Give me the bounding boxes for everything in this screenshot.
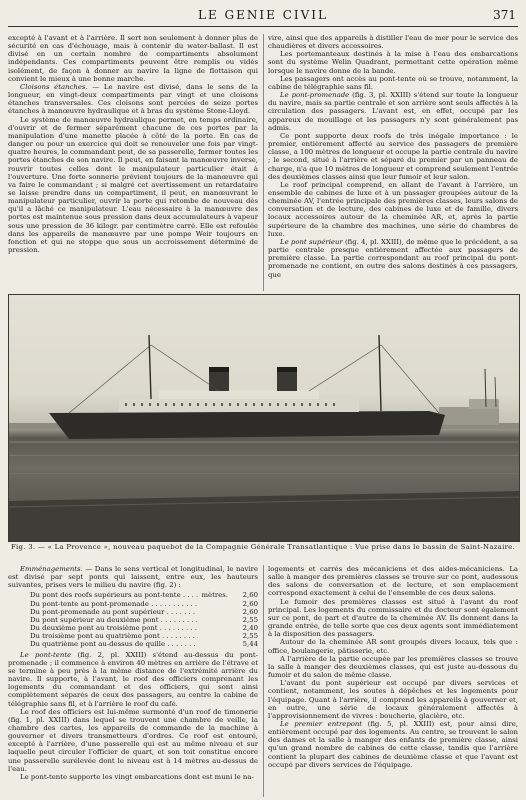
paragraph xyxy=(268,238,518,279)
row-value: 2,40 xyxy=(242,624,258,633)
paragraph-text: — Dans le sens vertical et longitudinal, le navire est divisé par sept ponts qui laissent, entre eux, les hauteurs suivantes, prises vers le milieu du navire (fig. 2) : xyxy=(8,565,258,590)
paragraph: Le roof des officiers est lui-même surmonté d'un roof de timonerie (fig. 1, pl. XXIII) dans lequel se trouvent une chambre de veille, la chambre des cartes, les appareils de commande de la machine à gouverner et divers transmetteurs d'ordres. Ce roof est entouré, excepté à l'arrière, d'une passerelle qui est au même niveau et sur laquelle peut circuler l'officier de quart, et son toit constitue encore une passerelle surélevée dont le niveau est à 14 mètres au-dessus de l'eau. xyxy=(8,707,258,773)
row-value: 2,60 xyxy=(242,607,258,616)
paragraph: A l'arrière de la partie occupée par les premières classes se trouve la salle à manger des deuxièmes classes, qui est juste au-dessous du fumoir et du salon de même classe. xyxy=(268,654,518,680)
paragraph-text: (fig. 4, pl. XXIII), de même que le précédent, a sa partie centrale presque entièrement affectée aux passagers de première classe. La partie correspondant au roof principal du pont-promenade ne contient, en outre des salons destinés à ces passagers, que xyxy=(268,237,518,279)
paragraph: vire, ainsi que des appareils à distiller l'eau de mer pour le service des chaudières et divers accessoires. xyxy=(268,34,518,51)
row-value: 2,55 xyxy=(242,615,258,624)
section-heading: Emménagements. xyxy=(20,565,83,573)
paragraph: Ce pont supporte deux roofs de très inégale importance : le premier, entièrement affecté au service des passagers de première classe, a 100 mètres de longueur et occupe la partie centrale du navire ; le second, situé à l'arrière et séparé du premier par un panneau de charge, n'a que 10 mètres de longueur et comprend seulement l'entrée des deuxièmes classes ainsi que leur fumoir et leur salon. xyxy=(268,131,518,181)
steamship-photo xyxy=(8,294,520,542)
figure-caption: Fig. 3. — « La Provence », nouveau paquebot de la Compagnie Générale Transatlantique : Vue prise dans le bassin de Saint-Nazaire. xyxy=(10,543,516,551)
column-divider-bottom xyxy=(263,565,264,797)
page-header xyxy=(8,6,518,27)
journal-title: LE GENIE CIVIL xyxy=(198,8,328,22)
paragraph: Le système de manœuvre hydraulique permet, en temps ordinaire, d'ouvrir et de fermer séparément chacune de ces portes par la manipulation d'une manette placée à côté de la porte. En cas de danger ou pour un exercice qui doit se renouveler une fois par vingt-quatre heures, le commandant peut, de sa passerelle, fermer toutes les portes étanches de son navire. Il peut, en faisant la manœuvre inverse, rouvrir toutes celles dont le manipulateur particulier était à l'ouverture. Une forte sonnerie prévient toujours de la manœuvre qui va faire le commandant ; si malgré cet avertissement un retardataire se laisse prendre dans un compartiment, il peut, en manœuvrant le manipulateur particulier, ouvrir la porte qui retombe de nouveau dès qu'il a lâché ce manipulateur. L'eau nécessaire à la manœuvre des portes est maintenue sous pression dans deux accumulateurs à vapeur sous une pression de 36 kilogr. par centimètre carré. Elle est refoulée dans les appareils de manœuvre par une pompe Weir toujours en fonction et qui ne stoppe que sous un accroissement déterminé de pression. xyxy=(8,115,258,255)
paragraph: logements et carrés des mécaniciens et des aides-mécaniciens. La salle à manger des premières classes se trouve sur ce pont, audessous des salons de conversation et de lecture, et son emplacement correspond exactement à celui de l'ensemble de ces deux salons. xyxy=(268,565,518,598)
table-row xyxy=(30,600,258,608)
row-label: Du quatrième pont au-dessus de quille . . . xyxy=(30,640,198,648)
column-left-top xyxy=(8,34,258,291)
row-label: Du pont des roofs supérieurs au pont-tente . . . xyxy=(30,591,198,599)
row-label: Du pont-promenade au pont supérieur . . . xyxy=(30,608,198,616)
table-row xyxy=(30,591,258,599)
paragraph xyxy=(268,91,518,132)
row-label: Du pont supérieur au deuxième pont . . . xyxy=(30,616,198,624)
unit-label: mètres. xyxy=(201,591,228,600)
row-label: Du troisième pont au quatrième pont . . . xyxy=(30,632,198,640)
column-right-bottom xyxy=(268,565,518,797)
row-value: 2,60 xyxy=(242,591,258,600)
section-heading: Le pont-promenade xyxy=(280,91,350,100)
section-heading: Le premier entrepont xyxy=(280,719,363,728)
paragraph xyxy=(8,651,258,708)
column-left-bottom xyxy=(8,565,258,797)
section-heading: Le pont supérieur xyxy=(280,237,343,246)
section-heading: Le pont-tente xyxy=(20,650,72,659)
steamship-illustration xyxy=(9,295,519,541)
table-row xyxy=(30,624,258,632)
paragraph-text: — Le navire est divisé, dans le sens de la longueur, en vingt-deux compartiments par vingt et une cloisons étanches transversales. Ces cloisons sont percées de seize portes étanches à manœuvre hydraulique et à bras du système Stone-Lloyd. xyxy=(8,82,258,116)
column-divider-top xyxy=(263,34,264,291)
paragraph-text: (fig. 3, pl. XXIII) s'étend sur toute la longueur du navire, mais sa partie centrale et son arrière sont seuls affectés à la circulation des passagers. L'avant est, en effet, occupé par les appareux de mouillage et les passagers n'y sont généralement pas admis. xyxy=(268,91,518,132)
paragraph xyxy=(8,83,258,116)
paragraph xyxy=(8,565,258,589)
paragraph: Les portemanteaux destinés à la mise à l'eau des embarcations sont du système Welin Quadrant, permettant cette opération même lorsque le navire donne de la bande. xyxy=(268,50,518,75)
paragraph: Les passagers ont accès au pont-tente où se trouve, notamment, la cabine de télégraphie sans fil. xyxy=(268,74,518,91)
section-heading: Cloisons étanches. xyxy=(20,82,88,91)
column-right-top xyxy=(268,34,518,291)
paragraph-text: (fig. 5, pl. XXIII) est, pour ainsi dire, entièrement occupé par des logements. Au centre, se trouvent le salon des dames et la salle à manger des enfants de première classe, ainsi qu'un grand nombre de cabines de cette classe, tandis que l'arrière contient la plupart des cabines de deuxième classe et que l'avant est occupé par divers services de l'équipage. xyxy=(268,719,518,769)
paragraph: Le roof principal comprend, en allant de l'avant à l'arrière, un ensemble de cabines de luxe et à un passager groupées autour de la cheminée AV, l'entrée principale des premières classes, leurs salons de conversation et de lecture, des cabines de luxe et de famille, divers locaux accessoires autour de la cheminée AR, et, après la partie supérieure de la chambre des machines, une série de chambres de luxe. xyxy=(268,180,518,238)
row-value: 2,60 xyxy=(242,599,258,608)
deck-heights-table xyxy=(30,591,258,648)
table-row xyxy=(30,608,258,616)
row-label: Du deuxième pont au troisième pont . . . xyxy=(30,624,198,632)
table-row xyxy=(30,632,258,640)
paragraph-text: (fig. 2, pl. XXIII) s'étend au-dessus du pont-promenade ; il commence à environ 40 mètres en arrière de l'étrave et se termine à peu près à la même distance de l'extrémité arrière du navire. Il supporte, à l'avant, le roof des officiers comprenant les logements du commandant et des officiers, qui sont ainsi complètement séparés de ceux des passagers, au centre la cabine de télégraphie sans fil, et à l'arrière le roof du café. xyxy=(8,650,258,708)
paragraph: Le fumoir des premières classes est situé à l'avant du roof principal. Les logements du commissaire et du docteur sont également sur ce pont, de part et d'autre de la cheminée AV. Ils donnent dans la grande entrée, de telle sorte que ces deux agents sont immédiatement à la disposition des passagers. xyxy=(268,597,518,639)
row-value: 5,44 xyxy=(242,640,258,649)
paragraph: L'avant du pont supérieur est occupé par divers services et contient, notamment, les soutes à dépêches et les logements pour l'équipage. Quant à l'arrière, il comprend les appareils à gouverner et, en outre, une série de locaux généralement affectés à l'approvisionnement de vivres : boucherie, glacière, etc. xyxy=(268,679,518,720)
row-value: 2,55 xyxy=(242,632,258,641)
table-row xyxy=(30,640,258,648)
paragraph: Autour de la cheminée AR sont groupés divers locaux, tels que : office, boulangerie, pâtisserie, etc. xyxy=(268,638,518,655)
paragraph: excepté à l'avant et à l'arrière. Il sert non seulement à donner plus de sécurité en cas d'échouage, mais à contenir du water-ballast. Il est divisé en un certain nombre de compartiments absolument indépendants. Ces compartiments peuvent être remplis ou vidés isolément, de façon à donner au navire la ligne de flottaison qui convient le mieux à une bonne marche. xyxy=(8,34,258,83)
table-row xyxy=(30,616,258,624)
paragraph xyxy=(268,720,518,769)
paragraph: Le pont-tente supporte les vingt embarcations dont est muni le na- xyxy=(20,772,254,781)
row-label: Du pont-tente au pont-promenade . . . xyxy=(30,600,198,608)
page-number: 371 xyxy=(493,8,516,22)
